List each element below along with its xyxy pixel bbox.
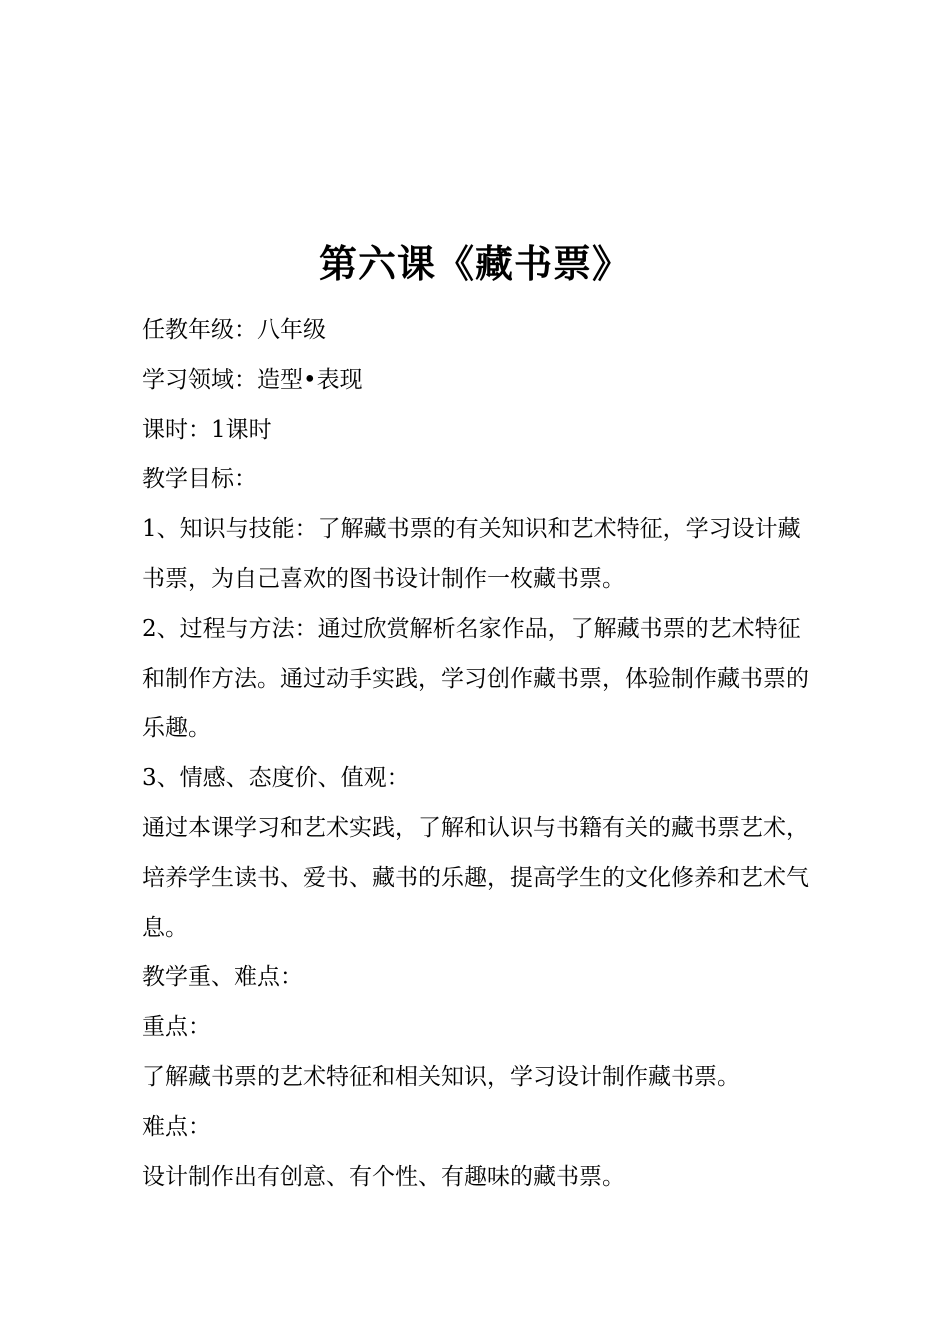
- key-difficult-heading: 教学重、难点：: [142, 964, 303, 991]
- difficult-points-heading: 难点：: [142, 1113, 211, 1140]
- teaching-goals-heading: 教学目标：: [142, 466, 257, 493]
- key-points-heading: 重点：: [142, 1014, 211, 1041]
- goal-emotion-text: 通过本课学习和艺术实践，了解和认识与书籍有关的藏书票艺术，培养学生读书、爱书、藏书的乐趣，提高学生的文化修养和艺术气息。: [142, 814, 809, 941]
- goal-emotion-heading: 3、情感、态度价、值观：: [142, 765, 410, 792]
- grade-line: 任教年级：八年级: [142, 317, 326, 343]
- class-hours-line: 课时：1课时: [142, 416, 272, 443]
- goal-knowledge-skills: 1、知识与技能：了解藏书票的有关知识和艺术特征，学习设计藏书票，为自己喜欢的图书设计制作一枚藏书票。: [142, 516, 801, 592]
- learning-area-line: 学习领域：造型•表现: [142, 366, 363, 393]
- goal-process-methods: 2、过程与方法：通过欣赏解析名家作品，了解藏书票的艺术特征和制作方法。通过动手实践，学习创作藏书票，体验制作藏书票的乐趣。: [142, 615, 809, 742]
- document-body: [142, 306, 822, 1202]
- key-points-text: 了解藏书票的艺术特征和相关知识，学习设计制作藏书票。: [142, 1063, 740, 1090]
- difficult-points-text: 设计制作出有创意、有个性、有趣味的藏书票。: [142, 1163, 625, 1190]
- document-title: 第六课《藏书票》: [318, 242, 631, 286]
